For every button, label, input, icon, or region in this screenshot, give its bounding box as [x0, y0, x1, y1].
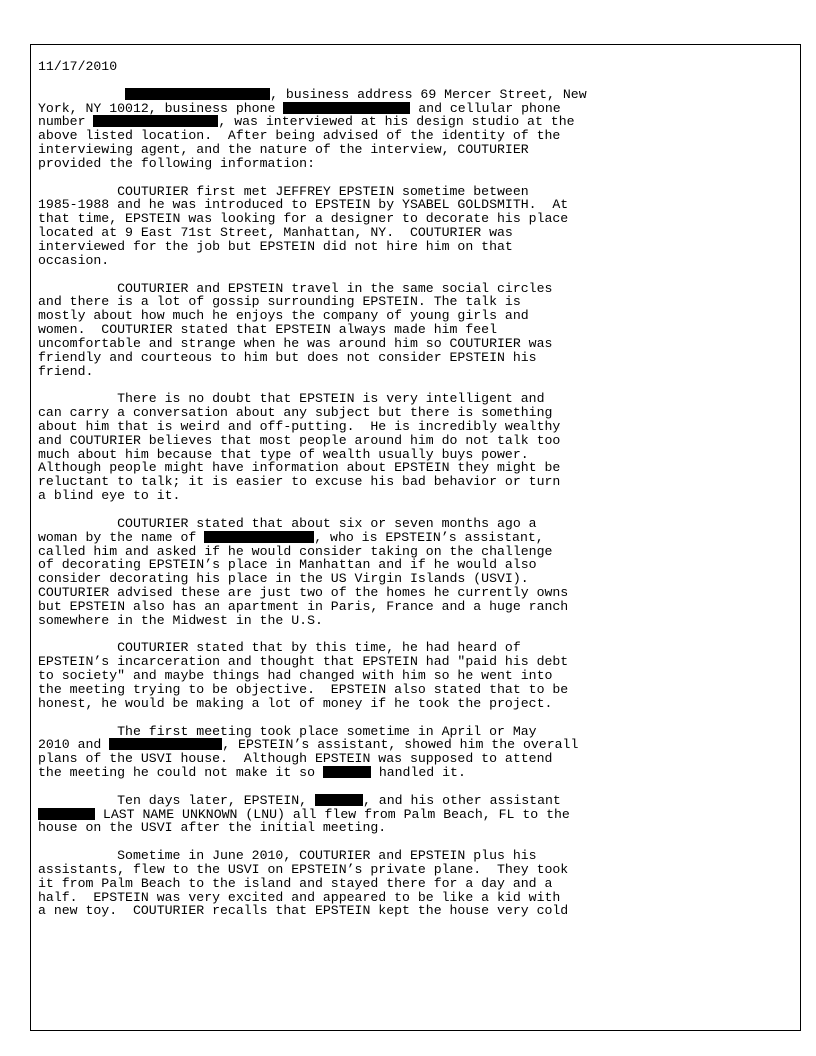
paragraph — [38, 849, 798, 918]
text-segment: much about him because that type of wealth usually buys power. — [38, 446, 529, 462]
text-segment: somewhere in the Midwest in the U.S. — [38, 612, 323, 628]
text-segment: , and his other assistant — [362, 792, 561, 808]
text-segment: can carry a conversation about any subject but there is something — [38, 405, 553, 421]
text-line — [38, 337, 798, 351]
redaction-box — [315, 794, 363, 806]
text-segment: that time, EPSTEIN was looking for a designer to decorate his place — [38, 211, 569, 227]
text-line — [38, 102, 798, 116]
redaction-box — [204, 531, 314, 543]
text-segment: , business address 69 Mercer Street, New — [270, 86, 587, 102]
text-line — [38, 517, 798, 531]
text-segment: and cellular phone — [410, 100, 561, 116]
text-line — [38, 185, 798, 199]
text-line — [38, 904, 798, 918]
text-segment: the meeting trying to be objective. EPSTEIN also stated that to be — [38, 681, 569, 697]
text-line — [38, 794, 798, 808]
text-line — [38, 697, 798, 711]
text-segment: house on the USVI after the initial meeting. — [38, 820, 387, 836]
text-line — [38, 157, 798, 171]
text-segment: 2010 and — [38, 737, 110, 753]
text-segment: EPSTEIN’s incarceration and thought that EPSTEIN had "paid his debt — [38, 654, 569, 670]
text-segment: COUTURIER first met JEFFREY EPSTEIN sometime between — [38, 183, 529, 199]
text-segment: , EPSTEIN’s assistant, showed him the overall — [222, 737, 579, 753]
text-line — [38, 738, 798, 752]
text-segment: called him and asked if he would consider taking on the challenge — [38, 543, 553, 559]
text-segment: assistants, flew to the USVI on EPSTEIN’s private plane. They took — [38, 861, 569, 877]
redaction-box — [109, 738, 222, 750]
text-line — [38, 683, 798, 697]
text-line — [38, 600, 798, 614]
paragraph — [38, 88, 798, 171]
text-segment: Ten days later, EPSTEIN, — [38, 792, 315, 808]
text-segment: friendly and courteous to him but does not consider EPSTEIN his — [38, 349, 537, 365]
redaction-box — [283, 102, 410, 114]
text-line — [38, 406, 798, 420]
text-segment: friend. — [38, 363, 94, 379]
text-segment: a new toy. COUTURIER recalls that EPSTEIN kept the house very cold — [38, 903, 569, 919]
text-segment: and there is a lot of gossip surrounding EPSTEIN. The talk is — [38, 294, 521, 310]
text-segment: plans of the USVI house. Although EPSTEIN was supposed to attend — [38, 751, 553, 767]
text-line — [38, 849, 798, 863]
text-segment: The first meeting took place sometime in April or May — [38, 723, 537, 739]
text-line — [38, 891, 798, 905]
text-line — [38, 434, 798, 448]
text-segment: COUTURIER stated that about six or seven months ago a — [38, 515, 537, 531]
text-line — [38, 448, 798, 462]
text-line — [38, 309, 798, 323]
text-line — [38, 365, 798, 379]
text-segment: occasion. — [38, 252, 110, 268]
text-segment: number — [38, 114, 94, 130]
document-date: 11/17/2010 — [38, 59, 118, 74]
text-line — [38, 240, 798, 254]
text-line — [38, 475, 798, 489]
text-line — [38, 351, 798, 365]
redaction-box — [38, 808, 95, 820]
text-line — [38, 614, 798, 628]
text-segment: of decorating EPSTEIN’s place in Manhattan and if he would also — [38, 557, 537, 573]
text-segment: it from Palm Beach to the island and stayed there for a day and a — [38, 875, 553, 891]
text-line — [38, 129, 798, 143]
text-line — [38, 489, 798, 503]
text-segment: interviewed for the job but EPSTEIN did not hire him on that — [38, 238, 513, 254]
text-segment: uncomfortable and strange when he was around him so COUTURIER was — [38, 335, 553, 351]
text-segment: above listed location. After being advised of the identity of the — [38, 128, 561, 144]
text-segment: provided the following information: — [38, 155, 315, 171]
text-line — [38, 669, 798, 683]
text-line — [38, 586, 798, 600]
text-line — [38, 572, 798, 586]
text-segment: about him that is weird and off-putting. He is incredibly wealthy — [38, 418, 561, 434]
paragraph — [38, 185, 798, 268]
text-line — [38, 212, 798, 226]
text-line — [38, 226, 798, 240]
text-line — [38, 198, 798, 212]
text-line — [38, 420, 798, 434]
text-line — [38, 531, 798, 545]
text-line — [38, 88, 798, 102]
redaction-box — [323, 766, 371, 778]
redaction-box — [93, 115, 218, 127]
text-segment: Although people might have information about EPSTEIN they might be — [38, 460, 561, 476]
text-line — [38, 545, 798, 559]
text-segment: COUTURIER and EPSTEIN travel in the same social circles — [38, 280, 553, 296]
text-segment: and COUTURIER believes that most people around him do not talk too — [38, 432, 561, 448]
text-line — [38, 752, 798, 766]
text-segment: women. COUTURIER stated that EPSTEIN always made him feel — [38, 322, 497, 338]
text-segment: half. EPSTEIN was very excited and appeared to be like a kid with — [38, 889, 561, 905]
text-segment: consider decorating his place in the US Virgin Islands (USVI). — [38, 571, 529, 587]
text-line — [38, 323, 798, 337]
text-line — [38, 766, 798, 780]
text-segment: , was interviewed at his design studio at the — [218, 114, 575, 130]
text-line — [38, 295, 798, 309]
text-segment: to society" and maybe things had changed with him so he went into — [38, 668, 553, 684]
paragraph-list — [38, 88, 798, 919]
text-line — [38, 461, 798, 475]
text-line — [38, 725, 798, 739]
paragraph — [38, 794, 798, 836]
text-segment: mostly about how much he enjoys the company of young girls and — [38, 308, 529, 324]
text-segment: LAST NAME UNKNOWN (LNU) all flew from Palm Beach, FL to the — [95, 806, 570, 822]
paragraph — [38, 725, 798, 780]
text-segment: COUTURIER stated that by this time, he had heard of — [38, 640, 521, 656]
text-segment: honest, he would be making a lot of money if he took the project. — [38, 695, 553, 711]
text-line — [38, 115, 798, 129]
text-segment: woman by the name of — [38, 529, 205, 545]
text-segment: the meeting he could not make it so — [38, 765, 323, 781]
document-body — [38, 60, 798, 918]
text-segment: 1985-1988 and he was introduced to EPSTEIN by YSABEL GOLDSMITH. At — [38, 197, 569, 213]
text-line — [38, 282, 798, 296]
text-line — [38, 821, 798, 835]
text-line — [38, 655, 798, 669]
text-line — [38, 558, 798, 572]
text-segment: interviewing agent, and the nature of the interview, COUTURIER — [38, 142, 529, 158]
text-segment: a blind eye to it. — [38, 488, 181, 504]
text-segment: York, NY 10012, business phone — [38, 100, 284, 116]
text-line — [38, 392, 798, 406]
redaction-box — [125, 88, 270, 100]
paragraph — [38, 641, 798, 710]
text-line — [38, 877, 798, 891]
text-segment: but EPSTEIN also has an apartment in Paris, France and a huge ranch — [38, 598, 569, 614]
text-line — [38, 254, 798, 268]
text-segment: COUTURIER advised these are just two of the homes he currently owns — [38, 585, 569, 601]
text-segment: located at 9 East 71st Street, Manhattan, NY. COUTURIER was — [38, 225, 513, 241]
text-segment: , who is EPSTEIN’s assistant, — [314, 529, 544, 545]
text-segment: reluctant to talk; it is easier to excuse his bad behavior or turn — [38, 474, 561, 490]
text-line — [38, 808, 798, 822]
text-line — [38, 641, 798, 655]
paragraph — [38, 517, 798, 628]
paragraph — [38, 282, 798, 379]
paragraph — [38, 392, 798, 503]
text-segment: handled it. — [370, 765, 466, 781]
text-line — [38, 863, 798, 877]
text-segment: There is no doubt that EPSTEIN is very intelligent and — [38, 391, 545, 407]
text-line — [38, 143, 798, 157]
text-segment: Sometime in June 2010, COUTURIER and EPSTEIN plus his — [38, 848, 537, 864]
